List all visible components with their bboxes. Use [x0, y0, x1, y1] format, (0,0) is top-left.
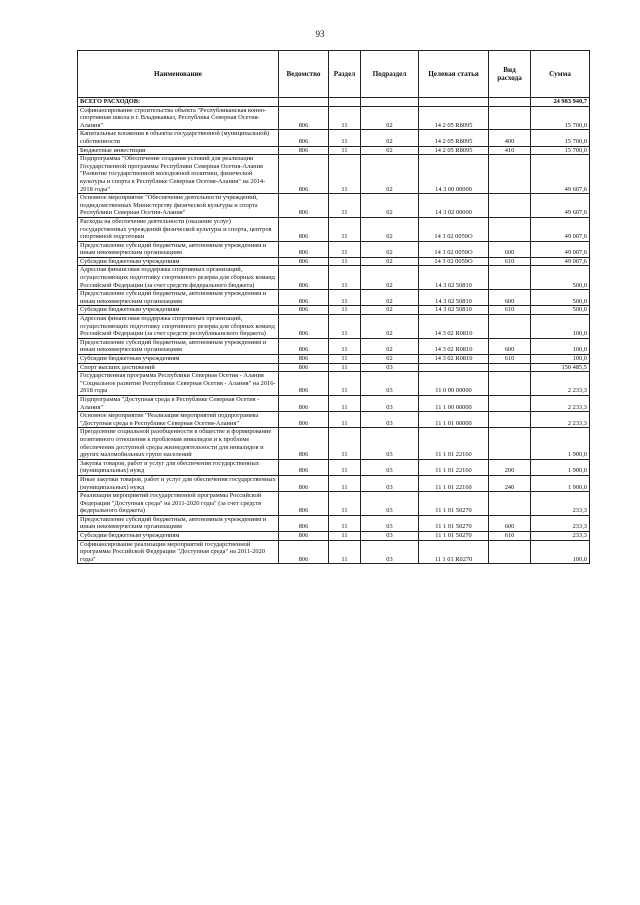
table-cell-vid-raskhoda: 610 — [489, 306, 531, 315]
table-cell-vedomstvo: 806 — [279, 241, 329, 257]
table-cell-vedomstvo: 806 — [279, 306, 329, 315]
table-cell-name: Подпрограмма "Обеспечение создания условий для реализации Государственной программы Республики Северная Осетия-Алания "Развитие государственной молодежной политики, физической культуры и спорта в Республике Северная Осетия-Алания" на 2014-2018 годы" — [78, 155, 279, 194]
table-cell-razdel: 11 — [329, 241, 361, 257]
table-cell-podrazdel — [361, 98, 419, 107]
table-row — [78, 155, 590, 194]
table-cell-summa: 233,3 — [531, 492, 590, 516]
table-cell-razdel: 11 — [329, 412, 361, 428]
table-cell-summa: 500,0 — [531, 290, 590, 306]
table-cell-vid-raskhoda — [489, 155, 531, 194]
table-row — [78, 363, 590, 372]
table-cell-vedomstvo: 806 — [279, 492, 329, 516]
table-cell-name: Субсидии бюджетным учреждениям — [78, 355, 279, 364]
table-cell-vedomstvo: 806 — [279, 459, 329, 475]
table-cell-vid-raskhoda — [489, 428, 531, 459]
table-cell-podrazdel: 03 — [361, 412, 419, 428]
table-cell-podrazdel: 02 — [361, 155, 419, 194]
table-cell-razdel: 11 — [329, 106, 361, 130]
table-cell-summa: 100,0 — [531, 355, 590, 364]
header-name: Наименование — [78, 51, 279, 98]
table-cell-name: Субсидии бюджетным учреждениям — [78, 306, 279, 315]
table-cell-vedomstvo: 806 — [279, 515, 329, 531]
table-cell-vedomstvo: 806 — [279, 130, 329, 146]
table-cell-summa: 2 233,3 — [531, 412, 590, 428]
table-row — [78, 146, 590, 155]
table-cell-name: Софинансирование реализации мероприятий государственной программы Российской Федерации "Доступная среда" на 2011-2020 годы" — [78, 540, 279, 564]
table-cell-summa: 500,0 — [531, 266, 590, 290]
table-cell-summa: 49 607,6 — [531, 155, 590, 194]
table-row — [78, 492, 590, 516]
table-cell-vid-raskhoda — [489, 372, 531, 396]
table-cell-tselevaya-statya: 11 1 01 00000 — [419, 412, 489, 428]
table-cell-summa: 49 007,6 — [531, 257, 590, 266]
table-cell-tselevaya-statya: 14 3 02 R0810 — [419, 355, 489, 364]
table-cell-tselevaya-statya: 14 3 00 00000 — [419, 155, 489, 194]
table-cell-name: Капитальные вложения в объекты государственной (муниципальной) собственности — [78, 130, 279, 146]
table-cell-razdel: 11 — [329, 459, 361, 475]
table-cell-vid-raskhoda: 610 — [489, 355, 531, 364]
table-cell-tselevaya-statya: 14 2 05 R8095 — [419, 106, 489, 130]
table-cell-vedomstvo: 806 — [279, 372, 329, 396]
table-cell-tselevaya-statya: 14 3 02 50810 — [419, 306, 489, 315]
table-cell-summa: 15 700,0 — [531, 130, 590, 146]
table-cell-vid-raskhoda — [489, 315, 531, 339]
table-cell-tselevaya-statya: 11 1 00 00000 — [419, 395, 489, 411]
header-vid-raskhoda: Вид расхода — [489, 51, 531, 98]
table-cell-vid-raskhoda: 410 — [489, 146, 531, 155]
table-cell-podrazdel: 02 — [361, 194, 419, 218]
table-cell-summa: 150 485,5 — [531, 363, 590, 372]
table-cell-summa: 1 900,0 — [531, 475, 590, 491]
header-tselevaya-statya: Целевая статья — [419, 51, 489, 98]
table-cell-name: Преодоление социальной разобщенности в обществе и формирование позитивного отношения к проблемам инвалидов и к проблеме обеспечения доступной среды жизнедеятельности для инвалидов и других маломобильных групп населений — [78, 428, 279, 459]
table-cell-vid-raskhoda — [489, 194, 531, 218]
table-cell-tselevaya-statya: 11 1 01 50270 — [419, 515, 489, 531]
table-cell-vedomstvo: 806 — [279, 363, 329, 372]
table-cell-name: Адресная финансовая поддержка спортивных организаций, осуществляющих подготовку спортивного резерва для сборных команд Российской Федерации (за счет средств республиканского бюджета) — [78, 315, 279, 339]
table-cell-name: Основное мероприятие "Обеспечение деятельности учреждений, подведомственных Министерству физической культуры и спорта Республики Северная Осетия-Алания" — [78, 194, 279, 218]
table-cell-podrazdel: 02 — [361, 355, 419, 364]
table-cell-summa: 100,0 — [531, 338, 590, 354]
table-cell-name: Государственная программа Республики Северная Осетия - Алания "Социальное развитие Республики Северная Осетия - Алания" на 2016-2018 годы — [78, 372, 279, 396]
table-cell-vedomstvo: 806 — [279, 355, 329, 364]
table-cell-tselevaya-statya: 14 3 02 0059О — [419, 217, 489, 241]
table-cell-vedomstvo: 806 — [279, 540, 329, 564]
table-cell-tselevaya-statya: 14 2 05 R8095 — [419, 130, 489, 146]
table-row — [78, 241, 590, 257]
table-cell-vedomstvo: 806 — [279, 257, 329, 266]
table-cell-vedomstvo: 806 — [279, 428, 329, 459]
table-cell-vedomstvo: 806 — [279, 338, 329, 354]
table-cell-name: Подпрограмма "Доступная среда в Республике Северная Осетия - Алания" — [78, 395, 279, 411]
table-cell-vid-raskhoda — [489, 363, 531, 372]
table-cell-vid-raskhoda: 600 — [489, 338, 531, 354]
table-cell-summa: 15 700,0 — [531, 146, 590, 155]
table-cell-razdel: 11 — [329, 372, 361, 396]
table-cell-razdel: 11 — [329, 130, 361, 146]
table-cell-podrazdel: 03 — [361, 363, 419, 372]
table-row — [78, 130, 590, 146]
table-row — [78, 395, 590, 411]
header-vedomstvo: Ведомство — [279, 51, 329, 98]
table-cell-razdel: 11 — [329, 355, 361, 364]
table-cell-name: Софинансирование строительства объекта "Республиканская конно-спортивная школа в г. Владикавказ, Республика Северная Осетия-Алания" — [78, 106, 279, 130]
table-row — [78, 106, 590, 130]
table-cell-vid-raskhoda: 200 — [489, 459, 531, 475]
table-row — [78, 217, 590, 241]
table-row — [78, 532, 590, 541]
table-row — [78, 257, 590, 266]
table-cell-name: Закупка товаров, работ и услуг для обеспечения государственных (муниципальных) нужд — [78, 459, 279, 475]
table-cell-vid-raskhoda: 600 — [489, 241, 531, 257]
table-row — [78, 290, 590, 306]
table-cell-vid-raskhoda — [489, 98, 531, 107]
table-row — [78, 338, 590, 354]
table-cell-vedomstvo: 806 — [279, 475, 329, 491]
table-cell-vid-raskhoda: 600 — [489, 515, 531, 531]
table-cell-vedomstvo: 806 — [279, 217, 329, 241]
table-cell-vid-raskhoda: 610 — [489, 532, 531, 541]
table-cell-tselevaya-statya — [419, 363, 489, 372]
table-cell-tselevaya-statya: 11 1 01 22160 — [419, 428, 489, 459]
table-cell-podrazdel: 03 — [361, 540, 419, 564]
table-cell-vid-raskhoda — [489, 106, 531, 130]
table-row — [78, 459, 590, 475]
table-cell-vid-raskhoda — [489, 266, 531, 290]
table-cell-razdel: 11 — [329, 155, 361, 194]
table-cell-vedomstvo: 806 — [279, 395, 329, 411]
table-cell-vedomstvo: 806 — [279, 412, 329, 428]
table-cell-vid-raskhoda — [489, 217, 531, 241]
table-cell-vedomstvo: 806 — [279, 106, 329, 130]
table-cell-razdel: 11 — [329, 540, 361, 564]
table-cell-tselevaya-statya: 14 3 02 00000 — [419, 194, 489, 218]
table-cell-name: Иные закупки товаров, работ и услуг для обеспечения государственных (муниципальных) нужд — [78, 475, 279, 491]
table-cell-tselevaya-statya: 14 3 02 50810 — [419, 266, 489, 290]
table-row — [78, 306, 590, 315]
table-cell-razdel: 11 — [329, 217, 361, 241]
table-cell-tselevaya-statya: 11 0 00 00000 — [419, 372, 489, 396]
table-cell-name: Спорт высших достижений — [78, 363, 279, 372]
table-row — [78, 315, 590, 339]
header-razdel: Раздел — [329, 51, 361, 98]
table-cell-razdel: 11 — [329, 338, 361, 354]
table-cell-vedomstvo: 806 — [279, 194, 329, 218]
table-cell-podrazdel: 02 — [361, 306, 419, 315]
table-cell-podrazdel: 03 — [361, 459, 419, 475]
table-cell-razdel: 11 — [329, 194, 361, 218]
table-cell-razdel: 11 — [329, 475, 361, 491]
budget-table — [77, 50, 590, 564]
table-cell-razdel: 11 — [329, 257, 361, 266]
table-cell-summa: 49 607,6 — [531, 194, 590, 218]
table-cell-summa: 233,3 — [531, 515, 590, 531]
table-cell-tselevaya-statya: 11 1 01 22160 — [419, 475, 489, 491]
table-cell-name: Адресная финансовая поддержка спортивных организаций, осуществляющих подготовку спортивного резерва для сборных команд Российской Федерации (за счет средств федерального бюджета) — [78, 266, 279, 290]
table-row — [78, 372, 590, 396]
table-cell-name: ВСЕГО РАСХОДОВ: — [78, 98, 279, 107]
table-cell-podrazdel: 02 — [361, 315, 419, 339]
table-cell-summa: 24 983 940,7 — [531, 98, 590, 107]
table-cell-podrazdel: 02 — [361, 217, 419, 241]
table-cell-vid-raskhoda — [489, 395, 531, 411]
table-total-row — [78, 98, 590, 107]
table-cell-vedomstvo — [279, 98, 329, 107]
table-cell-podrazdel: 02 — [361, 257, 419, 266]
table-cell-tselevaya-statya: 14 3 02 0059О — [419, 257, 489, 266]
header-podrazdel: Подраздел — [361, 51, 419, 98]
table-cell-podrazdel: 02 — [361, 338, 419, 354]
table-cell-name: Субсидии бюджетным учреждениям — [78, 257, 279, 266]
table-cell-podrazdel: 02 — [361, 241, 419, 257]
table-row — [78, 475, 590, 491]
table-cell-podrazdel: 03 — [361, 372, 419, 396]
table-cell-razdel: 11 — [329, 395, 361, 411]
table-cell-podrazdel: 03 — [361, 492, 419, 516]
table-cell-summa: 233,3 — [531, 532, 590, 541]
table-cell-podrazdel: 02 — [361, 266, 419, 290]
table-cell-podrazdel: 02 — [361, 146, 419, 155]
table-cell-razdel: 11 — [329, 515, 361, 531]
table-cell-podrazdel: 03 — [361, 515, 419, 531]
header-summa: Сумма — [531, 51, 590, 98]
table-cell-vedomstvo: 806 — [279, 532, 329, 541]
table-cell-summa: 15 700,0 — [531, 106, 590, 130]
table-cell-name: Расходы на обеспечение деятельности (оказание услуг) государственных учреждений физической культуры и спорта, центров спортивной подготовки — [78, 217, 279, 241]
table-cell-name: Реализация мероприятий государственной программы Российской Федерации "Доступная среда" на 2011-2020 годы" (за счет средств федерального бюджета) — [78, 492, 279, 516]
table-cell-tselevaya-statya: 14 2 05 R8095 — [419, 146, 489, 155]
table-cell-vid-raskhoda — [489, 412, 531, 428]
table-cell-tselevaya-statya: 14 3 02 R0810 — [419, 338, 489, 354]
table-row — [78, 515, 590, 531]
table-cell-summa: 100,0 — [531, 540, 590, 564]
table-cell-vid-raskhoda — [489, 492, 531, 516]
table-cell-vedomstvo: 806 — [279, 266, 329, 290]
table-row — [78, 412, 590, 428]
table-cell-summa: 1 900,0 — [531, 459, 590, 475]
table-cell-name: Предоставление субсидий бюджетным, автономным учреждениям и иным некоммерческим организациям — [78, 290, 279, 306]
table-cell-vid-raskhoda: 240 — [489, 475, 531, 491]
page-number: 93 — [315, 29, 325, 39]
table-cell-tselevaya-statya: 11 1 01 22160 — [419, 459, 489, 475]
table-cell-razdel: 11 — [329, 266, 361, 290]
table-cell-vedomstvo: 806 — [279, 290, 329, 306]
table-cell-vedomstvo: 806 — [279, 315, 329, 339]
table-row — [78, 194, 590, 218]
table-cell-tselevaya-statya: 14 3 02 50810 — [419, 290, 489, 306]
table-cell-summa: 49 007,6 — [531, 217, 590, 241]
table-cell-podrazdel: 02 — [361, 106, 419, 130]
table-cell-razdel: 11 — [329, 363, 361, 372]
table-cell-summa: 2 233,3 — [531, 372, 590, 396]
table-cell-tselevaya-statya: 11 1 01 R0270 — [419, 540, 489, 564]
table-cell-razdel — [329, 98, 361, 107]
table-cell-podrazdel: 03 — [361, 532, 419, 541]
table-cell-vid-raskhoda: 610 — [489, 257, 531, 266]
table-cell-razdel: 11 — [329, 306, 361, 315]
table-row — [78, 540, 590, 564]
table-cell-vid-raskhoda — [489, 540, 531, 564]
table-cell-razdel: 11 — [329, 290, 361, 306]
table-cell-name: Бюджетные инвестиции — [78, 146, 279, 155]
table-cell-vid-raskhoda: 600 — [489, 290, 531, 306]
table-cell-tselevaya-statya: 11 1 01 50270 — [419, 532, 489, 541]
table-row — [78, 355, 590, 364]
table-cell-name: Субсидии бюджетным учреждениям — [78, 532, 279, 541]
table-cell-podrazdel: 03 — [361, 475, 419, 491]
table-cell-summa: 100,0 — [531, 315, 590, 339]
table-cell-razdel: 11 — [329, 315, 361, 339]
table-cell-summa: 49 007,6 — [531, 241, 590, 257]
table-cell-tselevaya-statya: 14 3 02 R0810 — [419, 315, 489, 339]
table-row — [78, 266, 590, 290]
table-cell-vid-raskhoda: 400 — [489, 130, 531, 146]
table-cell-name: Предоставление субсидий бюджетным, автономным учреждениям и иным некоммерческим организациям — [78, 515, 279, 531]
table-row — [78, 428, 590, 459]
table-cell-podrazdel: 03 — [361, 395, 419, 411]
table-cell-vedomstvo: 806 — [279, 155, 329, 194]
table-cell-summa: 500,0 — [531, 306, 590, 315]
table-cell-podrazdel: 02 — [361, 290, 419, 306]
table-cell-tselevaya-statya: 14 3 02 0059О — [419, 241, 489, 257]
table-cell-vedomstvo: 806 — [279, 146, 329, 155]
table-cell-tselevaya-statya — [419, 98, 489, 107]
table-cell-name: Предоставление субсидий бюджетным, автономным учреждениям и иным некоммерческим организациям — [78, 338, 279, 354]
table-header-row — [78, 51, 590, 98]
table-cell-name: Основное мероприятие "Реализация мероприятий подпрограммы "Доступная среда в Республике Северная Осетия-Алания" — [78, 412, 279, 428]
table-cell-podrazdel: 02 — [361, 130, 419, 146]
table-cell-name: Предоставление субсидий бюджетным, автономным учреждениям и иным некоммерческим организациям — [78, 241, 279, 257]
table-cell-razdel: 11 — [329, 146, 361, 155]
table-cell-razdel: 11 — [329, 428, 361, 459]
table-cell-summa: 2 233,3 — [531, 395, 590, 411]
table-cell-summa: 1 900,0 — [531, 428, 590, 459]
table-cell-razdel: 11 — [329, 532, 361, 541]
table-cell-razdel: 11 — [329, 492, 361, 516]
table-cell-tselevaya-statya: 11 1 01 50270 — [419, 492, 489, 516]
table-cell-podrazdel: 03 — [361, 428, 419, 459]
